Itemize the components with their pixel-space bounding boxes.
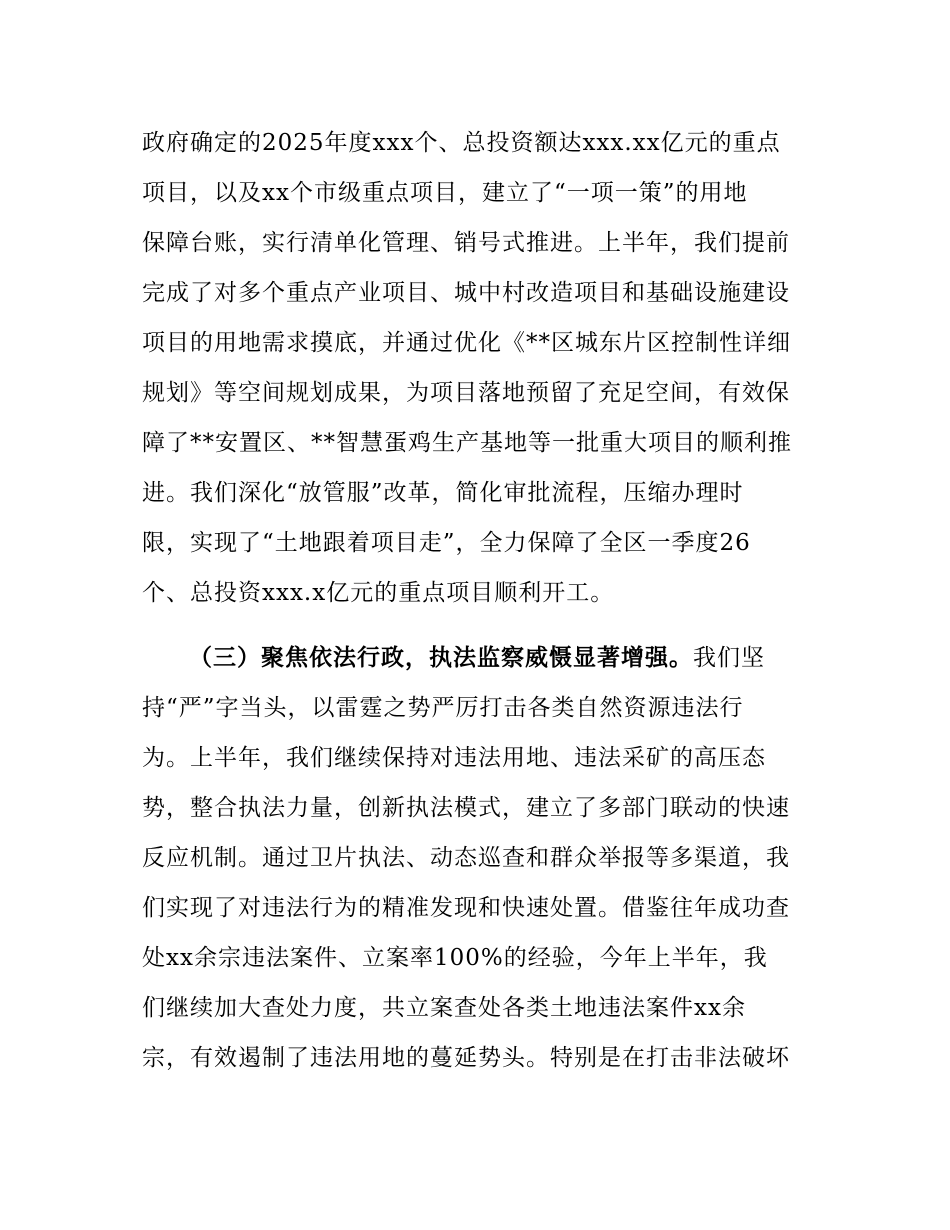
paragraph-line: 项目，以及xx个市级重点项目，建立了“一项一策”的用地 (142, 180, 748, 206)
paragraph-line: 限，实现了“土地跟着项目走”，全力保障了全区一季度26 (142, 530, 751, 556)
paragraph-line: 个、总投资xxx.x亿元的重点项目顺利开工。 (142, 580, 615, 606)
section-heading-line (189, 643, 879, 673)
paragraph-line: 们继续加大查处力度，共立案查处各类土地违法案件xx余 (142, 995, 746, 1021)
paragraph-line: 宗，有效遏制了违法用地的蔓延势头。特别是在打击非法破坏 (142, 1045, 790, 1071)
section-heading: （三）聚焦依法行政，执法监察威慑显著增强。 (189, 645, 693, 671)
paragraph-line: 为。上半年，我们继续保持对违法用地、违法采矿的高压态 (142, 745, 766, 771)
paragraph-line: 势，整合执法力量，创新执法模式，建立了多部门联动的快速 (142, 795, 790, 821)
paragraph-line: 反应机制。通过卫片执法、动态巡查和群众举报等多渠道，我 (142, 845, 790, 871)
paragraph-line: 们实现了对违法行为的精准发现和快速处置。借鉴往年成功查 (142, 895, 790, 921)
paragraph-line: 障了**安置区、**智慧蛋鸡生产基地等一批重大项目的顺利推 (142, 430, 792, 456)
paragraph-line: 持“严”字当头，以雷霆之势严厉打击各类自然资源违法行 (142, 695, 744, 721)
paragraph-line: 规划》等空间规划成果，为项目落地预留了充足空间，有效保 (142, 380, 790, 406)
paragraph-line: 进。我们深化“放管服”改革，简化审批流程，压缩办理时 (142, 480, 744, 506)
heading-line-continuation: 我们坚 (693, 645, 765, 671)
paragraph-line: 完成了对多个重点产业项目、城中村改造项目和基础设施建设 (142, 280, 790, 306)
paragraph-line: 政府确定的2025年度xxx个、总投资额达xxx.xx亿元的重点 (142, 130, 781, 156)
paragraph-line: 处xx余宗违法案件、立案率100%的经验，今年上半年，我 (142, 945, 768, 971)
paragraph-line: 项目的用地需求摸底，并通过优化《**区城东片区控制性详细 (142, 330, 791, 356)
paragraph-line: 保障台账，实行清单化管理、销号式推进。上半年，我们提前 (142, 230, 790, 256)
